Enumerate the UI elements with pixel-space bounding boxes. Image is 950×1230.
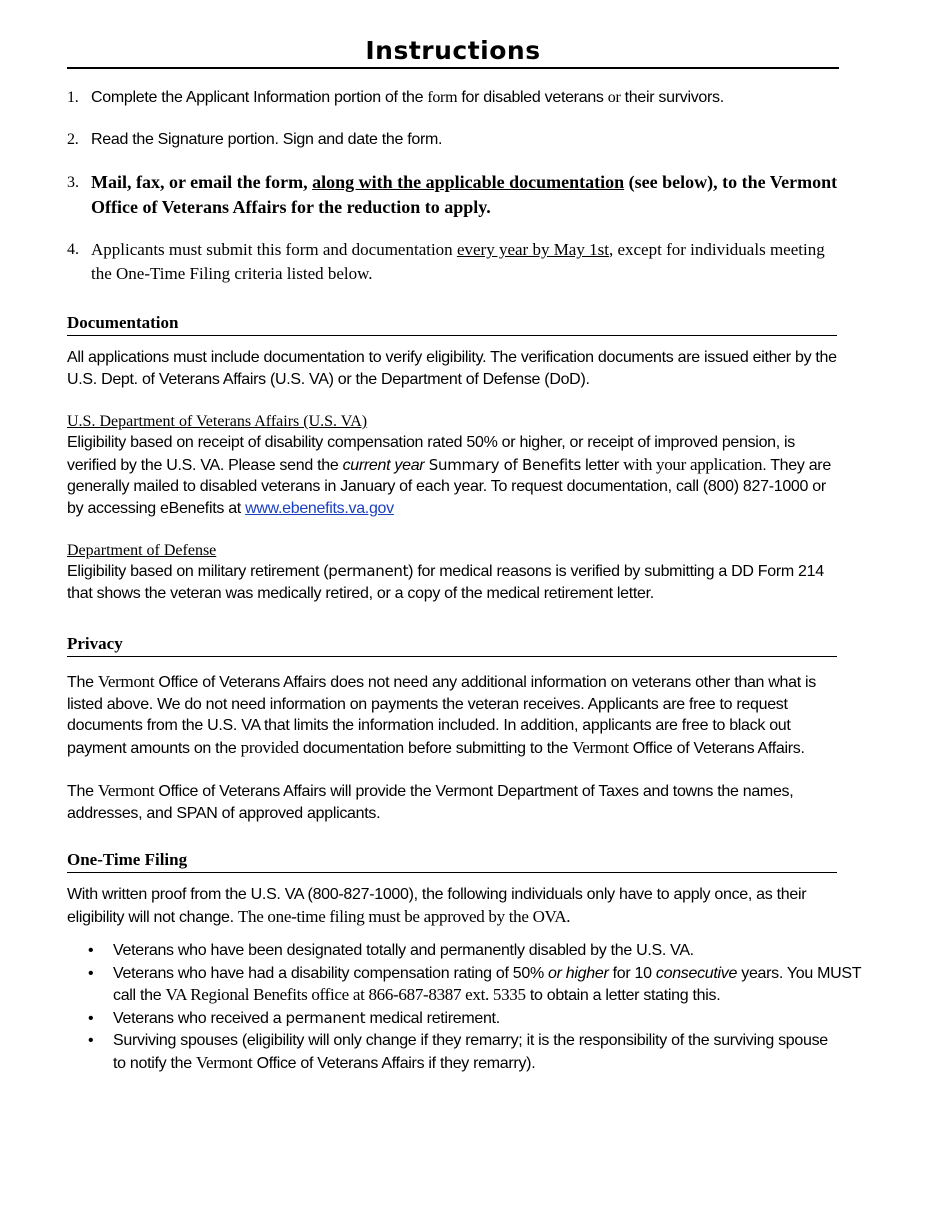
documentation-heading: Documentation (67, 313, 837, 336)
va-subheading: U.S. Department of Veterans Affairs (U.S. VA) (67, 413, 368, 430)
onetime-heading: One-Time Filing (67, 850, 837, 873)
step-text: Mail, fax, or email the form, (91, 172, 313, 192)
step-4 (67, 238, 839, 286)
step-number: 4. (67, 241, 79, 258)
dod-text: permanent (328, 562, 409, 580)
list-item-text: permanent (285, 1008, 366, 1027)
list-item-text: to obtain a letter stating this. (525, 987, 721, 1004)
privacy-text: documentation before submitting to the (298, 739, 573, 757)
list-item (67, 1030, 839, 1074)
instructions-page (67, 36, 861, 1074)
list-item-text: Surviving spouses (eligibility will only change if they remarry; it is the responsibility of the surviving spouse to notify the (113, 1032, 828, 1072)
bullet-icon: • (88, 1009, 94, 1027)
privacy-paragraph-2 (67, 780, 839, 824)
step-text: Read the Signature portion. Sign and date the form. (91, 131, 443, 148)
step-text: (see below), to the Vermont Office of Veterans Affairs for the reduction to apply. (91, 172, 838, 217)
onetime-intro (67, 884, 839, 928)
privacy-text: Vermont (97, 781, 155, 800)
list-item-text: or higher (548, 964, 609, 982)
ebenefits-link[interactable]: www.ebenefits.va.gov (245, 499, 394, 517)
va-text: current year (342, 456, 425, 474)
list-item-text: Office of Veterans Affairs if they remarry). (252, 1054, 536, 1072)
privacy-text: Office of Veterans Affairs will provide the Vermont Department of Taxes and towns the names, addresses, and SPAN of approved applicants. (67, 783, 794, 822)
privacy-text: The (67, 783, 98, 800)
step-2 (67, 129, 839, 151)
dod-text: Eligibility based on military retirement ( (67, 563, 329, 580)
privacy-text: Office of Veterans Affairs. (628, 739, 805, 757)
step-1 (67, 87, 839, 109)
step-number: 3. (67, 174, 79, 191)
step-text: for disabled veterans (457, 89, 608, 106)
step-number: 1. (67, 89, 79, 106)
va-text: . They are generally mailed to disabled veterans in January of each year. To request documentation, call (800) 827-1000 or by accessing eBenefits at (67, 456, 831, 517)
list-item-text: Vermont (195, 1052, 253, 1072)
bullet-icon: • (88, 1032, 94, 1049)
step-number: 2. (67, 131, 79, 148)
privacy-text: The (67, 674, 98, 691)
step-emphasis: along with the applicable documentation (312, 172, 625, 192)
documentation-intro: All applications must include documentation to verify eligibility. The verification documents are issued either by the U.S. Dept. of Veterans Affairs (U.S. VA) or the Department of Defense (DoD). (67, 349, 837, 388)
list-item (67, 940, 839, 962)
step-text: Complete the Applicant Information portion of the (91, 89, 428, 106)
steps-list (67, 87, 839, 286)
privacy-text: Office of Veterans Affairs does not need any additional information on veterans other than what is listed above. We do not need information on payments the veteran receives. Applicants are free to request documents from the U.S. VA that limits the information included. In addition, applicants are free to black out payment amounts on the (67, 674, 816, 757)
list-item (67, 1008, 839, 1030)
list-item-text: for 10 (608, 964, 656, 982)
privacy-text: Vermont (572, 737, 629, 757)
step-text: or (607, 89, 621, 106)
dod-text: ) for medical reasons is verified by submitting a DD Form 214 that shows the veteran was medically retired, or a copy of the medical retirement letter. (67, 563, 824, 602)
va-paragraph (67, 432, 839, 519)
step-3 (67, 170, 839, 220)
onetime-text: With written proof from the U.S. VA (800-827-1000), the following individuals only have to apply once, as their eligibility will not change. (67, 886, 807, 926)
step-text: their survivors. (620, 89, 724, 106)
list-item-text: Veterans who have been designated totally and permanently disabled by the U.S. VA. (113, 942, 694, 959)
onetime-list (67, 940, 861, 1074)
list-item-text: VA Regional Benefits office at 866-687-8387 ext. 5335 (165, 985, 526, 1004)
list-item (67, 963, 863, 1007)
privacy-text: Vermont (97, 672, 155, 691)
bullet-icon: • (88, 942, 94, 959)
privacy-text: provided (240, 737, 299, 757)
step-text: Applicants must submit this form and documentation (91, 240, 457, 259)
step-text: form (427, 89, 458, 106)
onetime-text: The one-time filing must be approved by the OVA. (237, 906, 571, 926)
dod-subheading: Department of Defense (67, 542, 217, 559)
page-title: Instructions (67, 36, 839, 69)
list-item-text: consecutive (655, 964, 738, 982)
va-text: Eligibility based on receipt of disability compensation rated 50% or higher, or receipt of improved pension, is verified by the U.S. VA. Please send the (67, 434, 796, 474)
bullet-icon: • (88, 964, 94, 982)
list-item-text: medical retirement. (365, 1009, 500, 1027)
list-item-text: Veterans who have had a disability compensation rating of 50% (113, 964, 549, 982)
step-text: , except for individuals meeting the One-Time Filing criteria listed below. (91, 240, 825, 283)
va-text: Summary of Benefits (424, 455, 581, 474)
dod-paragraph (67, 561, 839, 604)
list-item-text: Veterans who received a (113, 1009, 286, 1027)
privacy-paragraph-1 (67, 671, 839, 759)
va-text: letter (581, 456, 624, 474)
step-emphasis: every year by May 1st (456, 240, 609, 259)
list-item-text: years. You MUST call the (113, 964, 861, 1004)
privacy-heading: Privacy (67, 634, 837, 657)
va-text: with your application (623, 454, 763, 474)
